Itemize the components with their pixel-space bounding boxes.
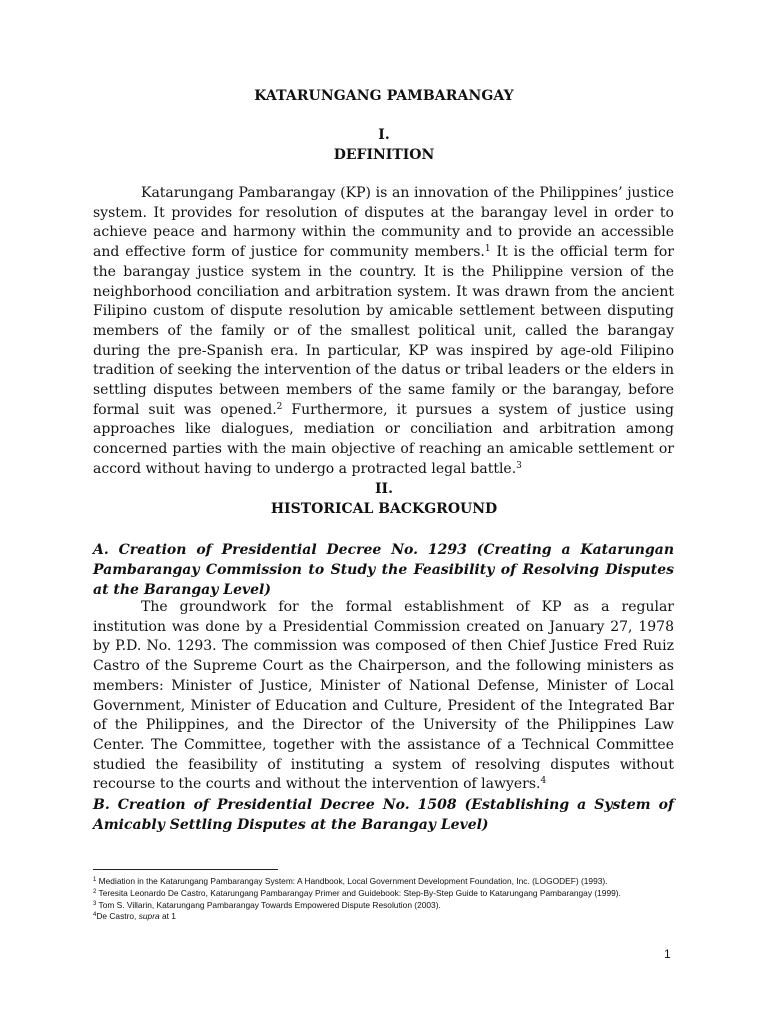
footnote-mark: 2 [93, 888, 97, 895]
footnote-text: De Castro, [96, 911, 139, 922]
footnote-mark: 4 [93, 912, 97, 919]
footnote-1 [93, 876, 674, 888]
definition-paragraph [93, 184, 674, 480]
page-number: 1 [664, 947, 671, 961]
definition-text-part-2: It is the official term for the barangay justice system in the country. It is the Philippine version of the neighborhood conciliation and arbitration system. It was drawn from the ancient Filipino custom of dispute resolution by amicable settlement between disputing members of the family or of the smallest political unit, called the barangay during the pre-Spanish era. In particular, KP was inspired by age-old Filipino tradition of seeking the intervention of the datus or tribal leaders or the elders in settling disputes between members of the same family or the barangay, before formal suit was opened. [93, 244, 675, 418]
footnote-text-italic: supra [138, 911, 160, 922]
footnotes [93, 876, 674, 923]
footnote-ref-3[interactable]: 3 [516, 460, 522, 471]
document-title: KATARUNGANG PAMBARANGAY [254, 88, 514, 104]
footnote-2 [93, 888, 674, 900]
footnote-3 [93, 900, 674, 912]
subheading-a: A. Creation of Presidential Decree No. 1293 (Creating a Katarungan Pambarangay Commission to Study the Feasibility of Resolving Disputes at the Barangay Level) [93, 542, 674, 598]
section-1-numeral: I. [378, 127, 390, 143]
footnote-4 [93, 911, 674, 923]
footnote-ref-4[interactable]: 4 [540, 776, 547, 787]
section-1-heading: DEFINITION [333, 147, 435, 163]
groundwork-paragraph [93, 598, 674, 795]
footnote-mark: 1 [93, 877, 97, 883]
footnote-separator [93, 869, 278, 870]
definition-text-part-1: Katarungang Pambarangay (KP) is an innovation of the Philippines’ justice system. It provides for resolution of disputes at the barangay level in order to achieve peace and harmony within the community and to provide an accessible and effective form of justice for community members. [93, 185, 674, 261]
section-2-numeral: II. [375, 481, 393, 497]
footnote-text: Tom S. Villarin, Katarungang Pambarangay Towards Empowered Dispute Resolution (2003). [96, 899, 441, 910]
groundwork-text: The groundwork for the formal establishment of KP as a regular institution was done by a Presidential Commission created on January 27, 1978 by P.D. No. 1293. The commission was composed of then Chief Justice Fred Ruiz Castro of the Supreme Court as the Chairperson, and the following ministers as members: Minister of Justice, Minister of National Defense, Minister of Local Government, Minister of Education and Culture, President of the Integrated Bar of the Philippines, and the Director of the University of the Philippines Law Center. The Committee, together with the assistance of a Technical Committee studied the feasibility of instituting a system of resolving disputes without recourse to the courts and without the intervention of lawyers. [93, 599, 674, 793]
footnote-text-end: at 1 [159, 911, 176, 922]
footnote-ref-2[interactable]: 2 [276, 401, 283, 412]
section-2-heading: HISTORICAL BACKGROUND [270, 501, 498, 517]
footnote-text: Mediation in the Katarungang Pambarangay System: A Handbook, Local Government Development Foundation, Inc. (LOGODEF) (1993). [96, 876, 608, 886]
footnote-ref-1[interactable]: 1 [484, 244, 491, 255]
footnote-mark: 3 [93, 900, 97, 907]
footnote-text: Teresita Leonardo De Castro, Katarungang Pambarangay Primer and Guidebook: Step-By-Step Guide to Katarungang Pambarangay (1999). [96, 887, 621, 898]
definition-text-part-3: Furthermore, it pursues a system of justice using approaches like dialogues, mediation or conciliation and arbitration among concerned parties with the main objective of reaching an amicable settlement or accord without having to undergo a protracted legal battle. [93, 401, 675, 477]
subheading-b: B. Creation of Presidential Decree No. 1508 (Establishing a System of Amicably Settling Disputes at the Barangay Level) [93, 797, 674, 833]
